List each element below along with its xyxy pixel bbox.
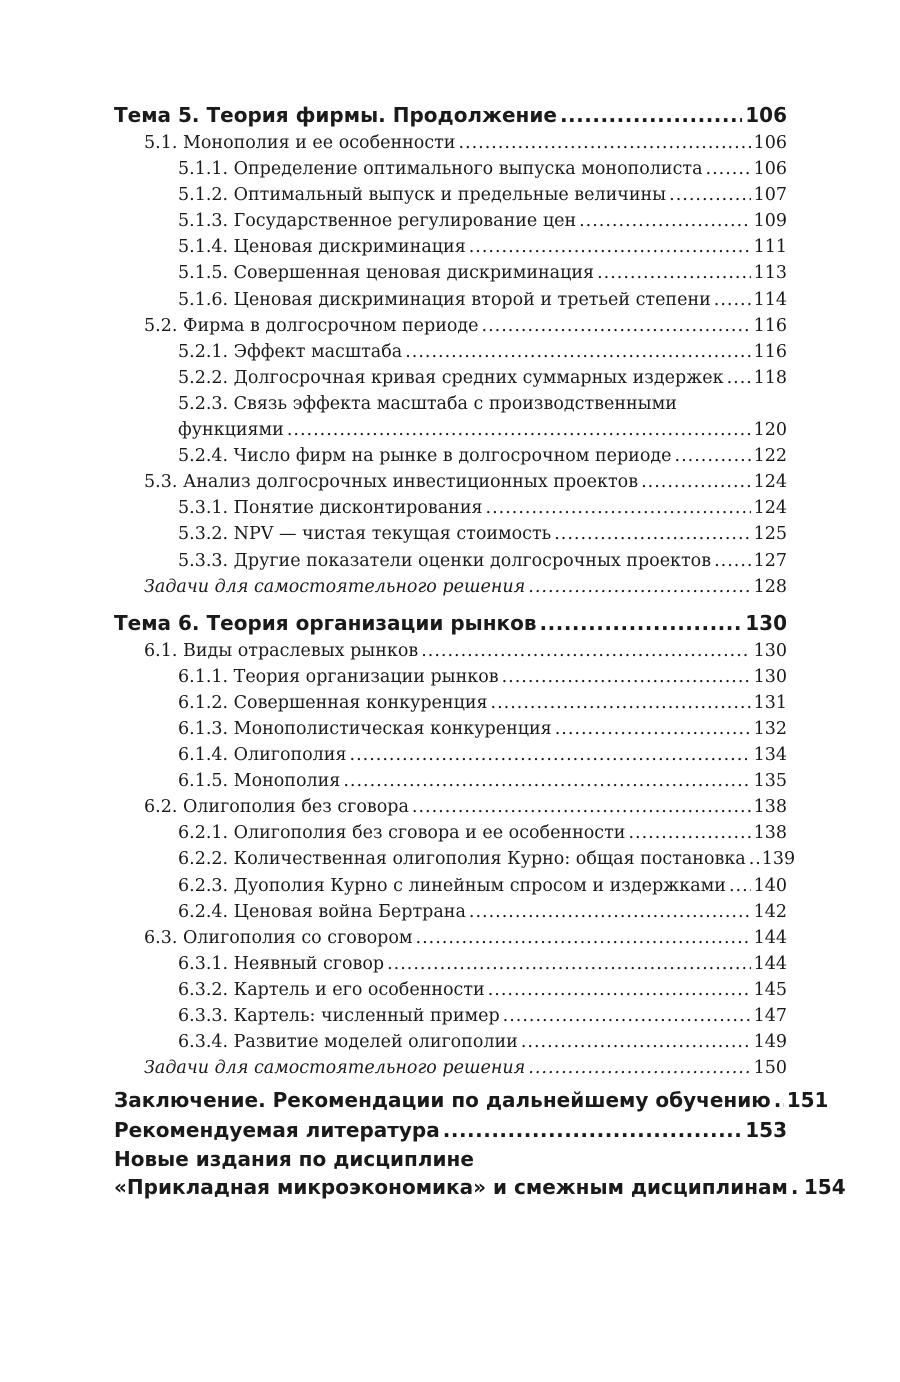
page-number: 106 — [753, 133, 787, 153]
toc-item-title: 5.2.1. Эффект масштаба — [178, 341, 403, 362]
toc-item-title: 5.1.3. Государственное регулирование цен — [178, 211, 577, 232]
toc-item[interactable] — [114, 690, 787, 716]
dot-leader — [405, 339, 750, 365]
toc-item-title: 5.1.5. Совершенная ценовая дискриминация — [178, 263, 595, 284]
toc-topic-5[interactable] — [114, 100, 787, 130]
dot-leader — [791, 1173, 801, 1201]
dot-leader — [469, 234, 751, 260]
dot-leader — [714, 287, 751, 313]
dot-leader — [749, 846, 759, 872]
dot-leader — [554, 521, 750, 547]
page-number: 149 — [753, 1032, 787, 1053]
toc-item[interactable] — [114, 495, 787, 521]
dot-leader — [774, 1085, 784, 1115]
toc-item[interactable] — [114, 208, 787, 234]
dot-leader — [528, 574, 750, 600]
toc-literature-title: Рекомендуемая литература — [114, 1118, 440, 1143]
page-number: 132 — [753, 718, 787, 739]
toc-item-title: 6.3.2. Картель и его особенности — [178, 979, 485, 1000]
page-number: 114 — [753, 289, 787, 310]
toc-item-title: 6.2.1. Олигополия без сговора и ее особенности — [178, 823, 626, 844]
dot-leader — [579, 208, 750, 234]
dot-leader — [729, 873, 751, 899]
dot-leader — [641, 469, 751, 495]
dot-leader — [727, 365, 751, 391]
dot-leader — [555, 716, 751, 742]
toc-item-title: 6.1.4. Олигополия — [178, 745, 347, 766]
toc-item-title: 5.1.2. Оптимальный выпуск и предельные величины — [178, 185, 667, 206]
toc-item-title: 5.3.3. Другие показатели оценки долгосрочных проектов — [178, 550, 712, 571]
toc-item[interactable] — [114, 899, 787, 925]
toc-new-editions-line1: Новые издания по дисциплине — [114, 1147, 474, 1172]
toc-item-title: 5.3.1. Понятие дисконтирования — [178, 498, 483, 519]
page-number: 113 — [753, 263, 787, 284]
toc-item-title: 6.1.1. Теория организации рынков — [178, 666, 499, 687]
toc-section-6-3[interactable] — [114, 925, 787, 951]
dot-leader — [458, 130, 750, 156]
toc-item-title-line2: функциями — [178, 420, 284, 441]
toc-tasks[interactable] — [114, 1055, 787, 1081]
toc-item[interactable] — [114, 768, 787, 794]
toc-item[interactable] — [114, 1003, 787, 1029]
dot-leader — [560, 100, 742, 130]
page-number: 154 — [803, 1175, 846, 1200]
dot-leader — [491, 690, 751, 716]
toc-section-title: 5.1. Монополия и ее особенности — [144, 133, 456, 153]
page-number: 111 — [753, 237, 787, 258]
page-number: 106 — [745, 103, 787, 127]
toc-item[interactable] — [114, 742, 787, 768]
toc-item-title-line1: 5.2.3. Связь эффекта масштаба с производственными — [178, 393, 677, 414]
dot-leader — [412, 794, 751, 820]
spacer — [114, 600, 787, 608]
page-number: 151 — [786, 1088, 829, 1113]
dot-leader — [706, 156, 751, 182]
page-number: 130 — [745, 610, 787, 635]
dot-leader — [669, 182, 750, 208]
toc-item[interactable] — [114, 234, 787, 260]
dot-leader — [528, 1055, 750, 1081]
toc-item[interactable] — [114, 846, 796, 872]
toc-item-title: 6.2.3. Дуополия Курно с линейным спросом и издержками — [178, 875, 726, 896]
toc-item[interactable] — [114, 443, 787, 469]
toc-conclusion[interactable] — [114, 1085, 829, 1115]
toc-item[interactable] — [114, 260, 787, 286]
page-number: 131 — [753, 692, 787, 713]
toc-tasks-title: Задачи для самостоятельного решения — [144, 576, 526, 597]
toc-item-title: 5.3.2. NPV — чистая текущая стоимость — [178, 524, 552, 545]
dot-leader — [521, 1029, 751, 1055]
dot-leader — [287, 417, 751, 443]
toc-item-title: 6.3.3. Картель: численный пример — [178, 1006, 500, 1026]
toc-tasks[interactable] — [114, 574, 787, 600]
page-number: 116 — [753, 315, 787, 336]
toc-item-wrapped[interactable] — [114, 391, 787, 443]
toc-section-5-2[interactable] — [114, 313, 787, 339]
dot-leader — [714, 548, 751, 574]
toc-item[interactable] — [114, 182, 787, 208]
toc-section-6-1[interactable] — [114, 638, 787, 664]
toc-item-title: 6.2.4. Ценовая война Бертрана — [178, 901, 466, 922]
page-number: 118 — [753, 367, 787, 388]
dot-leader — [486, 495, 751, 521]
toc-item[interactable] — [114, 156, 787, 182]
page-number: 150 — [753, 1058, 787, 1079]
toc-section-title: 5.3. Анализ долгосрочных инвестиционных проектов — [144, 472, 639, 493]
toc-item[interactable] — [114, 365, 787, 391]
dot-leader — [597, 260, 751, 286]
dot-leader — [343, 768, 750, 794]
dot-leader — [628, 820, 750, 846]
page-number: 142 — [753, 901, 787, 922]
dot-leader — [416, 925, 751, 951]
page-number: 145 — [753, 979, 787, 1000]
toc-item[interactable] — [114, 977, 787, 1003]
toc-item-title: 5.1.6. Ценовая дискриминация второй и третьей степени — [178, 289, 711, 310]
table-of-contents — [114, 100, 846, 1201]
dot-leader — [482, 313, 751, 339]
toc-tasks-title: Задачи для самостоятельного решения — [144, 1058, 526, 1079]
toc-item[interactable] — [114, 1029, 787, 1055]
toc-item-title: 5.2.2. Долгосрочная кривая средних суммарных издержек — [178, 367, 724, 388]
toc-item-title: 6.3.1. Неявный сговор — [178, 953, 385, 974]
toc-topic-6[interactable] — [114, 608, 787, 638]
toc-section-5-3[interactable] — [114, 469, 787, 495]
page-number: 125 — [753, 524, 787, 545]
page-number: 124 — [753, 472, 787, 493]
page-number: 144 — [753, 927, 787, 948]
page-number: 135 — [753, 771, 787, 792]
dot-leader — [503, 1003, 751, 1029]
page-number: 128 — [753, 576, 787, 597]
toc-new-editions-line2: «Прикладная микроэкономика» и смежным дисциплинам — [114, 1175, 788, 1200]
page-number: 144 — [753, 953, 787, 974]
dot-leader — [488, 977, 751, 1003]
dot-leader — [421, 638, 750, 664]
toc-item[interactable] — [114, 664, 787, 690]
toc-topic-title: Тема 5. Теория фирмы. Продолжение — [114, 103, 557, 127]
page-number: 138 — [753, 823, 787, 844]
dot-leader — [387, 951, 751, 977]
toc-item-title: 6.2.2. Количественная олигополия Курно: общая постановка — [178, 849, 746, 870]
page-number: 122 — [753, 446, 787, 467]
toc-item[interactable] — [114, 820, 787, 846]
toc-item[interactable] — [114, 951, 787, 977]
toc-section-6-2[interactable] — [114, 794, 787, 820]
toc-item-title: 5.1.1. Определение оптимального выпуска монополиста — [178, 159, 703, 180]
toc-conclusion-title: Заключение. Рекомендации по дальнейшему обучению — [114, 1088, 771, 1113]
toc-item[interactable] — [114, 521, 787, 547]
page-number: 147 — [753, 1006, 787, 1026]
toc-item-title: 5.2.4. Число фирм на рынке в долгосрочном периоде — [178, 446, 672, 467]
page-number: 139 — [761, 849, 796, 870]
page-number: 120 — [753, 420, 787, 441]
toc-new-editions[interactable] — [114, 1145, 846, 1201]
toc-item-title: 6.1.5. Монополия — [178, 771, 341, 792]
toc-item[interactable] — [114, 287, 787, 313]
page-number: 138 — [753, 797, 787, 818]
dot-leader — [443, 1115, 743, 1145]
toc-section-title: 6.3. Олигополия со сговором — [144, 927, 413, 948]
dot-leader — [502, 664, 751, 690]
page-number: 130 — [753, 666, 787, 687]
page-number: 130 — [753, 640, 787, 661]
toc-item-title: 6.1.3. Монополистическая конкуренция — [178, 718, 552, 739]
page-number: 107 — [753, 185, 787, 206]
toc-item-title: 6.3.4. Развитие моделей олигополии — [178, 1032, 518, 1053]
toc-item[interactable] — [114, 548, 787, 574]
page-number: 153 — [745, 1118, 787, 1143]
page-number: 134 — [753, 745, 787, 766]
toc-section-title: 6.2. Олигополия без сговора — [144, 797, 409, 818]
toc-item[interactable] — [114, 716, 787, 742]
page-number: 109 — [753, 211, 787, 232]
dot-leader — [350, 742, 751, 768]
dot-leader — [540, 608, 743, 638]
toc-item-title: 5.1.4. Ценовая дискриминация — [178, 237, 466, 258]
page-number: 106 — [753, 159, 787, 180]
page-number: 140 — [753, 875, 787, 896]
toc-section-title: 6.1. Виды отраслевых рынков — [144, 640, 419, 661]
dot-leader — [469, 899, 751, 925]
toc-item[interactable] — [114, 873, 787, 899]
toc-section-5-1[interactable] — [114, 130, 787, 156]
page-number: 116 — [753, 341, 787, 362]
page-number: 127 — [753, 550, 787, 571]
toc-item[interactable] — [114, 339, 787, 365]
toc-item-title: 6.1.2. Совершенная конкуренция — [178, 692, 488, 713]
page-number: 124 — [753, 498, 787, 519]
dot-leader — [675, 443, 751, 469]
toc-section-title: 5.2. Фирма в долгосрочном периоде — [144, 315, 479, 336]
toc-topic-title: Тема 6. Теория организации рынков — [114, 610, 537, 635]
toc-literature[interactable] — [114, 1115, 787, 1145]
